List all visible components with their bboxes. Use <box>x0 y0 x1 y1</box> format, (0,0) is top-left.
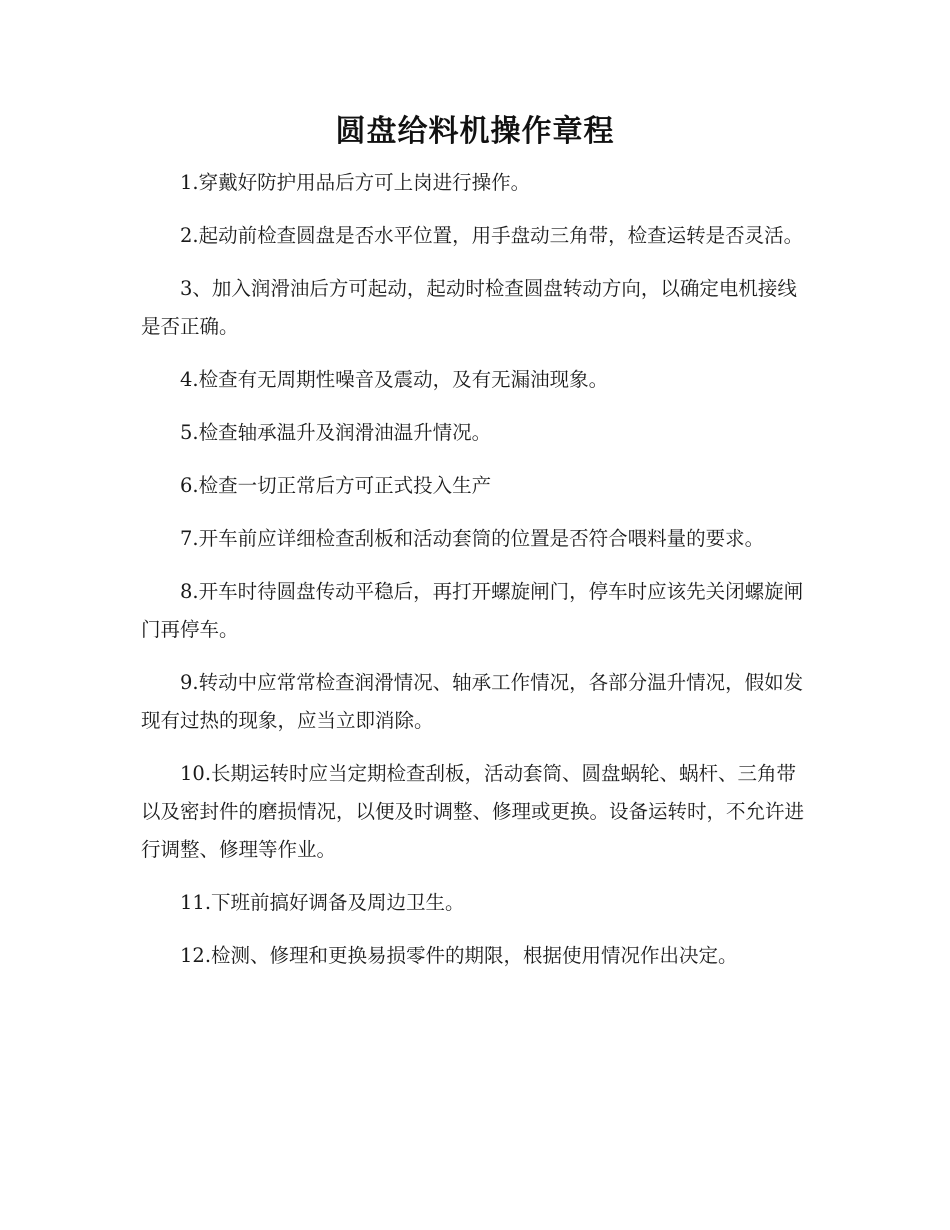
paragraph-6: 6.检查一切正常后方可正式投入生产 <box>180 474 492 497</box>
paragraph-10: 10.长期运转时应当定期检查刮板，活动套筒、圆盘蜗轮、蜗杆、三角带以及密封件的磨损情况，以便及时调整、修理或更换。设备运转时，不允许进行调整、修理等作业。 <box>141 762 805 861</box>
paragraph-9: 9.转动中应常常检查润滑情况、轴承工作情况，各部分温升情况，假如发现有过热的现象，应当立即消除。 <box>141 671 804 732</box>
document-body <box>141 164 805 990</box>
paragraph-11: 11.下班前搞好调备及周边卫生。 <box>180 891 465 914</box>
paragraph-3: 3、加入润滑油后方可起动，起动时检查圆盘转动方向，以确定电机接线是否正确。 <box>141 277 797 338</box>
paragraph-12: 12.检测、修理和更换易损零件的期限，根据使用情况作出决定。 <box>180 944 738 967</box>
paragraph-1: 1.穿戴好防护用品后方可上岗进行操作。 <box>180 171 531 194</box>
paragraph-8: 8.开车时待圆盘传动平稳后，再打开螺旋闸门，停车时应该先关闭螺旋闸门再停车。 <box>141 580 804 641</box>
document-title: 圆盘给料机操作章程 <box>335 114 615 149</box>
paragraph-7: 7.开车前应详细检查刮板和活动套筒的位置是否符合喂料量的要求。 <box>180 527 765 550</box>
paragraph-5: 5.检查轴承温升及润滑油温升情况。 <box>180 421 492 444</box>
paragraph-2: 2.起动前检查圆盘是否水平位置，用手盘动三角带，检查运转是否灵活。 <box>180 224 804 247</box>
paragraph-4: 4.检查有无周期性噪音及震动，及有无漏油现象。 <box>180 368 609 391</box>
